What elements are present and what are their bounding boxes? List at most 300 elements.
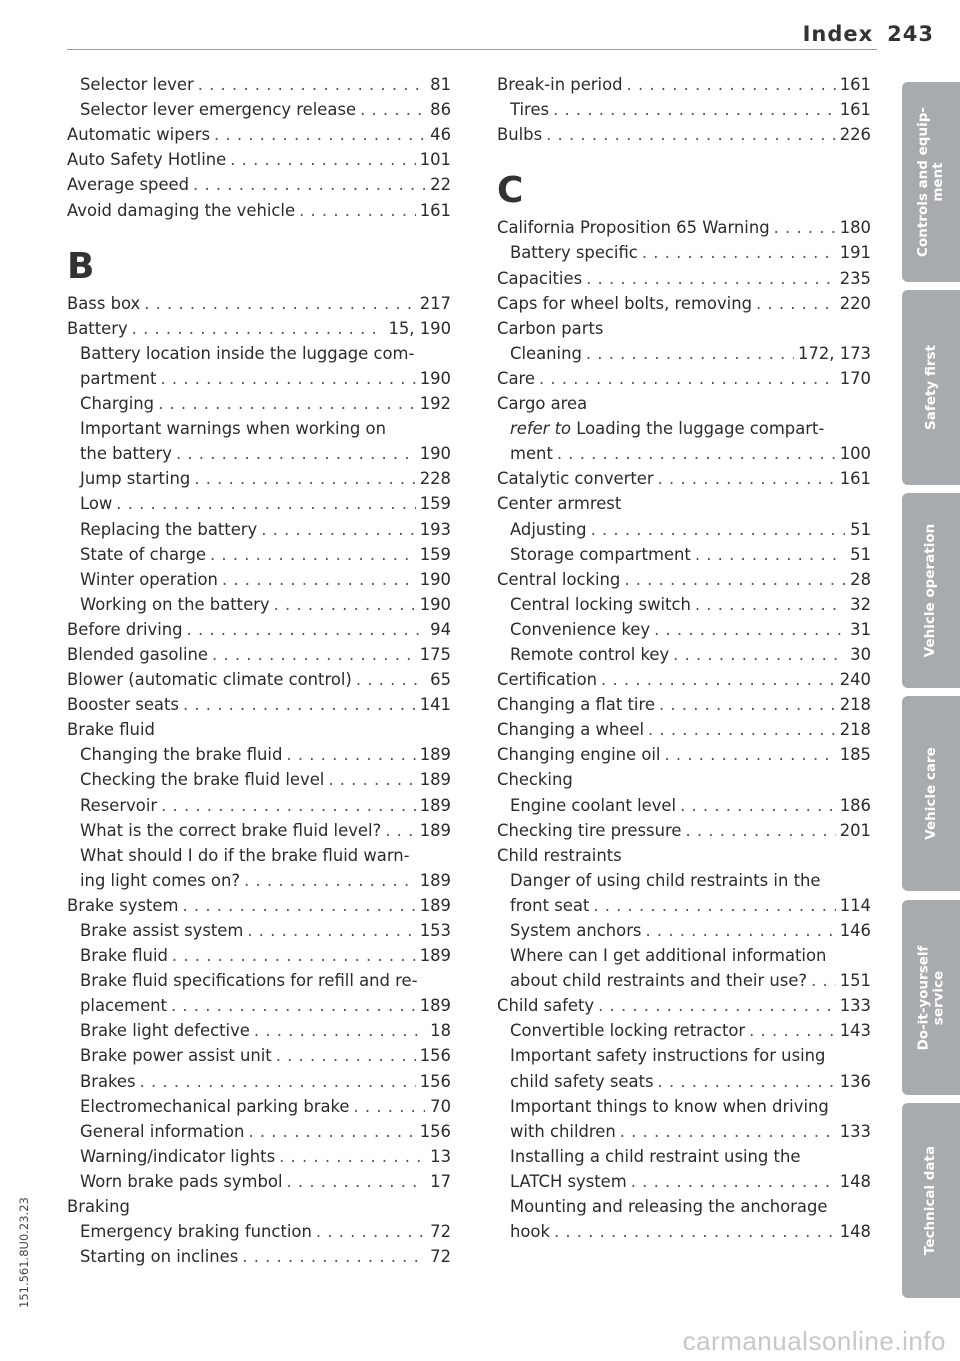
entry-page-number[interactable]: 101 — [419, 150, 451, 170]
entry-page-number[interactable]: 161 — [839, 100, 871, 120]
index-column-left — [67, 70, 451, 1267]
dot-leader — [546, 124, 836, 145]
entry-page-number[interactable]: 201 — [839, 820, 871, 840]
index-entry[interactable] — [497, 565, 871, 590]
entry-label: Checking the brake fluid level — [80, 770, 325, 790]
entry-page-number[interactable]: 133 — [839, 1121, 871, 1141]
dot-leader — [286, 744, 415, 765]
entry-page-number[interactable]: 189 — [419, 795, 451, 815]
index-entry[interactable] — [497, 1066, 871, 1091]
entry-page-number[interactable]: 172, 173 — [798, 343, 871, 363]
dot-leader — [654, 619, 845, 640]
entry-label: Cargo area — [497, 394, 588, 414]
index-entry-continuation — [497, 765, 871, 790]
entry-page-number[interactable]: 30 — [850, 644, 871, 664]
entry-page-number[interactable]: 226 — [839, 125, 871, 145]
entry-label: about child restraints and their use? — [510, 971, 808, 991]
index-entry[interactable] — [67, 1066, 451, 1091]
entry-label: Mounting and releasing the anchorage — [510, 1197, 828, 1217]
index-entry[interactable] — [497, 1117, 871, 1142]
entry-page-number[interactable]: 189 — [419, 820, 451, 840]
index-entry[interactable] — [497, 891, 871, 916]
index-entry[interactable] — [497, 1016, 871, 1041]
entry-label: Brake fluid — [80, 946, 168, 966]
dot-leader — [274, 594, 416, 615]
cross-reference: refer to — [510, 419, 572, 439]
entry-page-number[interactable]: 193 — [419, 519, 451, 539]
index-entry[interactable] — [497, 590, 871, 615]
index-entry[interactable] — [67, 640, 451, 665]
index-entry[interactable] — [67, 1016, 451, 1041]
dot-leader — [539, 368, 836, 389]
entry-label: Certification — [497, 670, 598, 690]
entry-label: Before driving — [67, 619, 183, 639]
entry-page-number[interactable]: 170 — [839, 368, 871, 388]
dot-leader — [287, 1171, 425, 1192]
dot-leader — [194, 468, 415, 489]
section-tab[interactable] — [902, 1103, 960, 1298]
entry-label: Convertible locking retractor — [510, 1021, 746, 1041]
entry-label: Booster seats — [67, 695, 179, 715]
dot-leader — [598, 995, 836, 1016]
dot-leader — [695, 544, 845, 565]
entry-page-number[interactable]: 161 — [839, 469, 871, 489]
index-entry[interactable] — [497, 816, 871, 841]
entry-label: Braking — [67, 1197, 130, 1217]
index-entry[interactable] — [67, 866, 451, 891]
entry-label: Installing a child restraint using the — [510, 1146, 801, 1166]
entry-page-number[interactable]: 114 — [839, 895, 871, 915]
entry-page-number[interactable]: 86 — [430, 100, 451, 120]
section-tab-label: Do-it-yourself service — [915, 945, 946, 1050]
dot-leader — [254, 1020, 425, 1041]
index-entry[interactable] — [497, 916, 871, 941]
dot-leader — [132, 318, 385, 339]
entry-label: placement — [80, 996, 167, 1016]
dot-leader — [591, 519, 845, 540]
entry-page-number[interactable]: 32 — [850, 594, 871, 614]
index-entry-continuation — [497, 841, 871, 866]
index-entry-continuation — [497, 489, 871, 514]
dot-leader — [586, 268, 836, 289]
entry-page-number[interactable]: 15, 190 — [388, 318, 451, 338]
entry-label: Starting on inclines — [80, 1247, 239, 1267]
entry-page-number[interactable]: 51 — [850, 519, 871, 539]
dot-leader — [328, 769, 415, 790]
entry-label: Checking tire pressure — [497, 820, 682, 840]
entry-label: Storage compartment — [510, 544, 691, 564]
entry-label: LATCH system — [510, 1171, 627, 1191]
entry-label: Electromechanical parking brake — [80, 1096, 350, 1116]
index-entry[interactable] — [497, 1217, 871, 1242]
entry-page-number[interactable]: 218 — [839, 695, 871, 715]
entry-page-number[interactable]: 22 — [430, 175, 451, 195]
index-entry[interactable] — [67, 170, 451, 195]
dot-leader — [659, 694, 836, 715]
dot-leader — [172, 945, 416, 966]
entry-label: What is the correct brake fluid level? — [80, 820, 382, 840]
entry-label: Brake assist system — [80, 921, 244, 940]
entry-page-number[interactable]: 190 — [419, 444, 451, 464]
index-entry[interactable] — [497, 514, 871, 539]
entry-label: partment — [80, 368, 157, 388]
dot-leader — [116, 493, 415, 514]
entry-page-number[interactable]: 65 — [430, 670, 451, 690]
entry-page-number[interactable]: 217 — [419, 293, 451, 313]
index-entry[interactable] — [67, 1092, 451, 1117]
dot-leader — [160, 368, 415, 389]
section-tab[interactable] — [902, 290, 960, 485]
index-entry[interactable] — [67, 195, 451, 220]
entry-label: Brake power assist unit — [80, 1046, 272, 1066]
entry-page-number[interactable]: 189 — [419, 946, 451, 966]
dot-leader — [183, 895, 416, 916]
entry-page-number[interactable]: 46 — [430, 125, 451, 145]
dot-leader — [680, 795, 836, 816]
index-entry[interactable] — [67, 1242, 451, 1267]
entry-label: Adjusting — [510, 519, 587, 539]
dot-leader — [198, 74, 425, 95]
index-entry[interactable] — [67, 1167, 451, 1192]
index-entry[interactable] — [67, 1217, 451, 1242]
dot-leader — [658, 468, 836, 489]
entry-label: Reservoir — [80, 795, 158, 815]
entry-label: Engine coolant level — [510, 795, 677, 815]
index-entry[interactable] — [67, 816, 451, 841]
entry-label: Brake system — [67, 895, 179, 915]
entry-page-number[interactable]: 148 — [839, 1222, 871, 1242]
entry-page-number[interactable]: 191 — [839, 243, 871, 263]
index-entry[interactable] — [67, 765, 451, 790]
entry-page-number[interactable]: 153 — [419, 921, 451, 940]
entry-page-number[interactable]: 146 — [839, 921, 871, 940]
entry-label: Carbon parts — [497, 318, 604, 338]
document-code: 151.561.8U0.23.23 — [17, 1197, 31, 1308]
entry-page-number[interactable]: 220 — [839, 293, 871, 313]
index-entry[interactable] — [497, 120, 871, 145]
entry-label: child safety seats — [510, 1071, 654, 1091]
entry-page-number[interactable]: 13 — [430, 1146, 451, 1166]
entry-page-number[interactable]: 235 — [839, 268, 871, 288]
entry-page-number[interactable]: 190 — [419, 368, 451, 388]
entry-page-number[interactable]: 81 — [430, 75, 451, 95]
dot-leader — [554, 1221, 836, 1242]
entry-label: Brake light defective — [80, 1021, 250, 1041]
entry-page-number[interactable]: 186 — [839, 795, 871, 815]
entry-page-number[interactable]: 28 — [850, 569, 871, 589]
index-entry[interactable] — [497, 289, 871, 314]
index-entry[interactable] — [67, 665, 451, 690]
index-entry[interactable] — [67, 70, 451, 95]
entry-page-number[interactable]: 17 — [430, 1171, 451, 1191]
entry-page-number[interactable]: 141 — [419, 695, 451, 715]
entry-label: State of charge — [80, 544, 206, 564]
index-entry-continuation — [497, 389, 871, 414]
page-title: Index — [802, 22, 874, 46]
dot-leader — [176, 443, 416, 464]
entry-page-number[interactable]: 190 — [419, 594, 451, 614]
entry-page-number[interactable]: 72 — [430, 1247, 451, 1267]
entry-page-number[interactable]: 189 — [419, 745, 451, 765]
dot-leader — [685, 820, 835, 841]
dot-leader — [210, 544, 416, 565]
entry-label: Care — [497, 368, 535, 388]
entry-page-number[interactable]: 190 — [419, 569, 451, 589]
entry-page-number[interactable]: 175 — [419, 644, 451, 664]
entry-page-number[interactable]: 159 — [419, 494, 451, 514]
entry-page-number[interactable]: 159 — [419, 544, 451, 564]
index-entry[interactable] — [67, 489, 451, 514]
dot-leader — [601, 669, 836, 690]
entry-label: Where can I get additional information — [510, 946, 827, 966]
entry-page-number[interactable]: 31 — [850, 619, 871, 639]
index-entry[interactable] — [497, 238, 871, 263]
entry-page-number[interactable]: 185 — [839, 745, 871, 765]
entry-label: Break-in period — [497, 75, 623, 95]
index-entry-continuation — [497, 414, 871, 439]
page-number: 243 — [887, 22, 934, 46]
index-entry[interactable] — [67, 514, 451, 539]
entry-page-number[interactable]: 156 — [419, 1071, 451, 1091]
index-entry[interactable] — [67, 389, 451, 414]
entry-page-number[interactable]: 70 — [430, 1096, 451, 1116]
entry-page-number[interactable]: 143 — [839, 1021, 871, 1041]
index-entry[interactable] — [67, 314, 451, 339]
index-entry[interactable] — [497, 966, 871, 991]
dot-leader — [356, 669, 425, 690]
entry-page-number[interactable]: 94 — [430, 619, 451, 639]
entry-page-number[interactable]: 151 — [839, 971, 871, 991]
dot-leader — [811, 970, 836, 991]
entry-page-number[interactable]: 156 — [419, 1121, 451, 1141]
entry-label: Charging — [80, 394, 155, 414]
dot-leader — [620, 1121, 836, 1142]
index-entry[interactable] — [497, 439, 871, 464]
entry-label: Selector lever — [80, 75, 194, 95]
entry-page-number[interactable]: 100 — [839, 444, 871, 464]
dot-leader — [631, 1171, 836, 1192]
dot-leader — [673, 644, 845, 665]
entry-page-number[interactable]: 189 — [419, 895, 451, 915]
dot-leader — [627, 74, 836, 95]
entry-page-number[interactable]: 156 — [419, 1046, 451, 1066]
entry-label: Changing a flat tire — [497, 695, 655, 715]
entry-label: Blended gasoline — [67, 644, 208, 664]
dot-leader — [187, 619, 425, 640]
index-entry[interactable] — [497, 640, 871, 665]
index-entry-continuation — [497, 1142, 871, 1167]
index-entry[interactable] — [497, 740, 871, 765]
index-entry[interactable] — [497, 665, 871, 690]
entry-label: Battery — [67, 318, 128, 338]
dot-leader — [586, 343, 794, 364]
entry-label: Jump starting — [80, 469, 191, 489]
dot-leader — [645, 920, 835, 941]
entry-label: Worn brake pads symbol — [80, 1171, 283, 1191]
index-entry-continuation — [67, 966, 451, 991]
entry-label: Emergency braking function — [80, 1222, 312, 1242]
index-entry[interactable] — [67, 565, 451, 590]
index-entry[interactable] — [497, 615, 871, 640]
index-entry[interactable] — [497, 70, 871, 95]
entry-page-number[interactable]: 180 — [839, 218, 871, 238]
entry-page-number[interactable]: 189 — [419, 996, 451, 1016]
dot-leader — [279, 1146, 425, 1167]
entry-page-number[interactable]: 240 — [839, 670, 871, 690]
index-entry[interactable] — [497, 715, 871, 740]
entry-page-number[interactable]: 161 — [839, 75, 871, 95]
index-entry[interactable] — [67, 916, 451, 941]
index-entry[interactable] — [497, 991, 871, 1016]
entry-label: General information — [80, 1121, 245, 1141]
dot-leader — [261, 519, 415, 540]
index-entry-continuation — [497, 941, 871, 966]
entry-label: Working on the battery — [80, 594, 270, 614]
entry-label: Important safety instructions for using — [510, 1046, 826, 1066]
entry-label: Child restraints — [497, 845, 622, 865]
entry-label: What should I do if the brake fluid warn- — [80, 845, 410, 865]
entry-page-number[interactable]: 218 — [839, 720, 871, 740]
index-entry[interactable] — [497, 690, 871, 715]
entry-label-text: Loading the luggage compart- — [571, 419, 825, 439]
index-entry[interactable] — [67, 690, 451, 715]
section-tab-label: Safety first — [922, 345, 939, 430]
entry-page-number[interactable]: 189 — [419, 870, 451, 890]
index-entry[interactable] — [497, 540, 871, 565]
index-entry[interactable] — [67, 464, 451, 489]
section-tab-label: Vehicle care — [922, 747, 939, 840]
dot-leader — [553, 99, 836, 120]
entry-page-number[interactable]: 136 — [839, 1071, 871, 1091]
entry-page-number[interactable]: 192 — [419, 394, 451, 414]
entry-label: Important warnings when working on — [80, 419, 386, 439]
entry-label: Danger of using child restraints in the — [510, 870, 821, 890]
index-entry[interactable] — [497, 1167, 871, 1192]
section-tab-label: Controls and equip- ment — [915, 107, 947, 257]
index-entry[interactable] — [67, 145, 451, 170]
dot-leader — [276, 1045, 416, 1066]
index-entry[interactable] — [67, 1142, 451, 1167]
index-entry[interactable] — [497, 790, 871, 815]
index-entry[interactable] — [67, 1041, 451, 1066]
dot-leader — [242, 1246, 425, 1267]
index-entry[interactable] — [67, 1117, 451, 1142]
entry-label: Caps for wheel bolts, removing — [497, 293, 752, 313]
index-entry[interactable] — [67, 590, 451, 615]
dot-leader — [193, 174, 425, 195]
index-entry[interactable] — [497, 95, 871, 120]
index-entry[interactable] — [67, 120, 451, 145]
index-entry-continuation — [67, 841, 451, 866]
dot-leader — [299, 200, 416, 221]
dot-leader — [248, 1121, 415, 1142]
entry-page-number[interactable]: 51 — [850, 544, 871, 564]
entry-label: Low — [80, 494, 113, 514]
entry-page-number[interactable]: 161 — [419, 200, 451, 220]
entry-page-number[interactable]: 189 — [419, 770, 451, 790]
index-entry[interactable] — [497, 464, 871, 489]
entry-label: Remote control key — [510, 644, 670, 664]
index-entry[interactable] — [67, 364, 451, 389]
dot-leader — [244, 870, 416, 891]
entry-label: Warning/indicator lights — [80, 1146, 276, 1166]
entry-label: ment — [510, 444, 553, 464]
entry-label: Replacing the battery — [80, 519, 258, 539]
watermark: carmanualsonline.info — [682, 1326, 946, 1356]
index-entry-continuation — [67, 1192, 451, 1217]
dot-leader — [385, 820, 415, 841]
entry-label: Average speed — [67, 175, 190, 195]
index-entry[interactable] — [497, 364, 871, 389]
entry-label: Changing the brake fluid — [80, 745, 283, 765]
section-tab[interactable] — [902, 493, 960, 688]
section-tab[interactable] — [902, 900, 960, 1095]
index-entry[interactable] — [67, 615, 451, 640]
entry-label: Checking — [497, 770, 573, 790]
dot-leader — [247, 920, 415, 941]
section-letter-c: C — [497, 170, 524, 212]
dot-leader — [316, 1221, 425, 1242]
entry-label: System anchors — [510, 921, 642, 940]
index-entry[interactable] — [67, 439, 451, 464]
entry-page-number[interactable]: 228 — [419, 469, 451, 489]
index-entry-continuation — [497, 1192, 871, 1217]
entry-label: Winter operation — [80, 569, 218, 589]
index-entry[interactable] — [67, 991, 451, 1016]
entry-label: Cleaning — [510, 343, 582, 363]
index-entry[interactable] — [67, 941, 451, 966]
index-entry-continuation — [497, 866, 871, 891]
entry-page-number[interactable]: 133 — [839, 996, 871, 1016]
page-header — [803, 22, 934, 46]
index-entry[interactable] — [497, 339, 871, 364]
section-letter-b: B — [67, 245, 95, 287]
entry-page-number[interactable]: 18 — [430, 1021, 451, 1041]
index-entry[interactable] — [67, 790, 451, 815]
dot-leader — [756, 293, 836, 314]
index-entry[interactable] — [497, 213, 871, 238]
entry-label: Important things to know when driving — [510, 1096, 829, 1116]
index-entry[interactable] — [67, 289, 451, 314]
index-entry[interactable] — [497, 263, 871, 288]
index-entry-continuation — [497, 1041, 871, 1066]
entry-label: Bass box — [67, 293, 141, 313]
dot-leader — [144, 293, 415, 314]
entry-page-number[interactable]: 148 — [839, 1171, 871, 1191]
dot-leader — [593, 895, 835, 916]
section-tab[interactable] — [902, 82, 960, 282]
index-entry[interactable] — [67, 95, 451, 120]
entry-label: the battery — [80, 444, 172, 464]
entry-label: Automatic wipers — [67, 125, 210, 145]
dot-leader — [642, 242, 836, 263]
entry-label: California Proposition 65 Warning — [497, 218, 770, 238]
dot-leader — [360, 99, 425, 120]
entry-label: with children — [510, 1121, 616, 1141]
index-entry[interactable] — [67, 740, 451, 765]
dot-leader — [774, 217, 836, 238]
index-entry[interactable] — [67, 540, 451, 565]
entry-label — [510, 418, 824, 439]
dot-leader — [230, 149, 415, 170]
dot-leader — [749, 1020, 836, 1041]
entry-label: Tires — [510, 100, 550, 120]
entry-page-number[interactable]: 72 — [430, 1222, 451, 1242]
section-tab[interactable] — [902, 696, 960, 891]
header-rule — [67, 49, 877, 50]
index-entry[interactable] — [67, 891, 451, 916]
dot-leader — [695, 594, 845, 615]
